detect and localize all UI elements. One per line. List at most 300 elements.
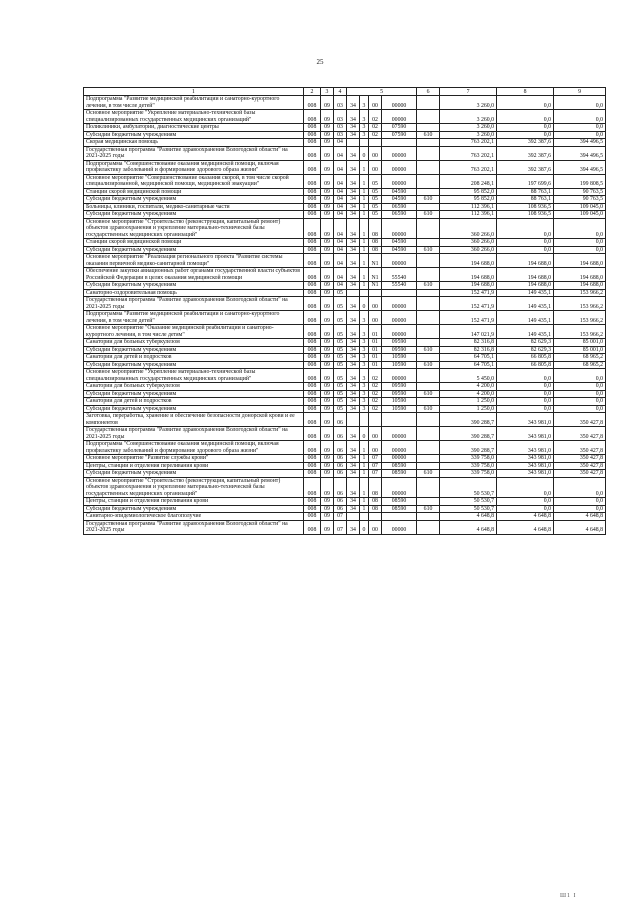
cell-sum-2022: 149 435,1 xyxy=(497,297,554,311)
cell-sum-2022: 66 805,8 xyxy=(497,354,554,362)
cell-program: 34 xyxy=(347,346,360,354)
cell-glava: 008 xyxy=(304,188,321,196)
cell-sum-2023: 194 688,0 xyxy=(554,282,606,290)
cell-sum-2023: 0,0 xyxy=(554,498,606,506)
table-row xyxy=(84,139,606,147)
cell-name: Санатории для детей и подростков xyxy=(84,354,304,362)
cell-sum-2023: 194 688,0 xyxy=(554,254,606,268)
cell-subprogram: 3 xyxy=(360,369,369,383)
cell-sum-2021: 112 396,1 xyxy=(440,211,497,219)
table-row xyxy=(84,282,606,290)
cell-direction: 04590 xyxy=(382,239,417,247)
cell-sum-2022: 0,0 xyxy=(497,383,554,391)
cell-podrazdel: 03 xyxy=(334,96,347,110)
cell-name: Субсидии бюджетным учреждениям xyxy=(84,211,304,219)
cell-razdel: 09 xyxy=(321,96,334,110)
cell-name: Поликлиники, амбулатории, диагностические центры xyxy=(84,124,304,132)
cell-program: 34 xyxy=(347,462,360,470)
header-cell: 1 xyxy=(84,88,304,96)
cell-sum-2023: 0,0 xyxy=(554,390,606,398)
cell-subprogram xyxy=(360,289,369,297)
cell-sum-2021: 4 200,0 xyxy=(440,383,497,391)
cell-direction: 04590 xyxy=(382,196,417,204)
cell-razdel: 09 xyxy=(321,520,334,534)
cell-razdel: 09 xyxy=(321,174,334,188)
cell-podrazdel: 04 xyxy=(334,282,347,290)
cell-sum-2021: 50 530,7 xyxy=(440,505,497,513)
cell-sum-2022: 194 688,0 xyxy=(497,268,554,282)
cell-name: Субсидии бюджетным учреждениям xyxy=(84,346,304,354)
cell-razdel: 09 xyxy=(321,477,334,498)
cell-vid: 610 xyxy=(417,346,440,354)
cell-glava: 008 xyxy=(304,369,321,383)
cell-razdel: 09 xyxy=(321,139,334,147)
cell-vid xyxy=(417,477,440,498)
cell-program: 34 xyxy=(347,246,360,254)
cell-sum-2022: 0,0 xyxy=(497,369,554,383)
cell-name: Центры, станции и отделения переливания крови xyxy=(84,462,304,470)
cell-measure: 07 xyxy=(369,462,382,470)
cell-direction: 06590 xyxy=(382,203,417,211)
cell-razdel: 09 xyxy=(321,289,334,297)
header-cell: 7 xyxy=(440,88,497,96)
cell-measure: 08 xyxy=(369,218,382,239)
cell-measure: 01 xyxy=(369,361,382,369)
cell-sum-2022: 88 763,1 xyxy=(497,188,554,196)
table-row xyxy=(84,470,606,478)
cell-measure: 01 xyxy=(369,346,382,354)
cell-sum-2023: 153 966,2 xyxy=(554,325,606,339)
cell-direction: 08590 xyxy=(382,462,417,470)
cell-program: 34 xyxy=(347,339,360,347)
cell-measure: 05 xyxy=(369,196,382,204)
cell-measure: 00 xyxy=(369,160,382,174)
cell-glava: 008 xyxy=(304,390,321,398)
cell-sum-2023: 0,0 xyxy=(554,398,606,406)
cell-name: Основное мероприятие "Укрепление материально-технической базы специализированных государственных медицинских организаций" xyxy=(84,110,304,124)
cell-podrazdel: 03 xyxy=(334,110,347,124)
cell-vid xyxy=(417,325,440,339)
cell-podrazdel: 05 xyxy=(334,390,347,398)
cell-sum-2021: 763 202,1 xyxy=(440,160,497,174)
cell-measure: 05 xyxy=(369,188,382,196)
cell-sum-2021: 360 266,0 xyxy=(440,239,497,247)
cell-vid xyxy=(417,139,440,147)
cell-direction: 10590 xyxy=(382,405,417,413)
cell-subprogram: 3 xyxy=(360,96,369,110)
cell-vid: 610 xyxy=(417,282,440,290)
cell-subprogram: 1 xyxy=(360,160,369,174)
cell-podrazdel: 06 xyxy=(334,505,347,513)
cell-sum-2022: 0,0 xyxy=(497,246,554,254)
cell-sum-2023: 0,0 xyxy=(554,383,606,391)
cell-vid xyxy=(417,383,440,391)
cell-vid xyxy=(417,174,440,188)
cell-podrazdel: 06 xyxy=(334,441,347,455)
cell-sum-2023: 0,0 xyxy=(554,477,606,498)
table-body xyxy=(84,88,606,535)
cell-glava: 008 xyxy=(304,361,321,369)
cell-sum-2021: 50 530,7 xyxy=(440,477,497,498)
cell-subprogram xyxy=(360,413,369,427)
cell-vid xyxy=(417,203,440,211)
cell-sum-2022: 0,0 xyxy=(497,505,554,513)
cell-direction: 00000 xyxy=(382,254,417,268)
cell-vid: 610 xyxy=(417,196,440,204)
cell-direction xyxy=(382,513,417,521)
cell-program xyxy=(347,139,360,147)
cell-glava: 008 xyxy=(304,520,321,534)
cell-razdel: 09 xyxy=(321,325,334,339)
cell-program: 34 xyxy=(347,325,360,339)
cell-sum-2023: 90 763,5 xyxy=(554,196,606,204)
cell-direction: 00000 xyxy=(382,455,417,463)
cell-measure: 07 xyxy=(369,455,382,463)
cell-subprogram: 3 xyxy=(360,354,369,362)
cell-direction: 55540 xyxy=(382,282,417,290)
cell-measure: 05 xyxy=(369,174,382,188)
cell-sum-2022: 197 699,6 xyxy=(497,174,554,188)
header-cell: 9 xyxy=(554,88,606,96)
cell-subprogram: 3 xyxy=(360,398,369,406)
cell-sum-2023: 394 496,5 xyxy=(554,146,606,160)
cell-sum-2022: 343 981,0 xyxy=(497,470,554,478)
cell-podrazdel: 05 xyxy=(334,325,347,339)
cell-program: 34 xyxy=(347,268,360,282)
cell-sum-2022: 0,0 xyxy=(497,390,554,398)
cell-sum-2021: 64 705,1 xyxy=(440,354,497,362)
cell-direction: 00000 xyxy=(382,441,417,455)
table-row xyxy=(84,254,606,268)
header-cell: 4 xyxy=(334,88,347,96)
table-row xyxy=(84,218,606,239)
cell-podrazdel: 06 xyxy=(334,477,347,498)
cell-vid xyxy=(417,289,440,297)
cell-sum-2021: 763 202,1 xyxy=(440,146,497,160)
cell-direction: 09590 xyxy=(382,339,417,347)
cell-glava: 008 xyxy=(304,131,321,139)
cell-vid xyxy=(417,239,440,247)
cell-sum-2023: 350 427,8 xyxy=(554,413,606,427)
cell-vid xyxy=(417,146,440,160)
cell-sum-2021: 194 688,0 xyxy=(440,282,497,290)
cell-sum-2022: 66 805,8 xyxy=(497,361,554,369)
cell-razdel: 09 xyxy=(321,282,334,290)
cell-subprogram: 3 xyxy=(360,339,369,347)
cell-sum-2022: 82 629,3 xyxy=(497,339,554,347)
cell-program: 34 xyxy=(347,282,360,290)
cell-name: Основное мероприятие "Совершенствование оказания скорой, в том числе скорой специализированной, медицинской помощи, медицинской эвакуации" xyxy=(84,174,304,188)
cell-name: Обеспечение закупки авиационных работ органами государственной власти субъектов Российской Федерации в целях оказания медицинской помощи xyxy=(84,268,304,282)
cell-sum-2021: 763 202,1 xyxy=(440,139,497,147)
cell-sum-2023: 4 648,8 xyxy=(554,513,606,521)
cell-vid xyxy=(417,413,440,427)
cell-sum-2023: 85 001,0 xyxy=(554,346,606,354)
cell-direction: 07590 xyxy=(382,124,417,132)
table-row xyxy=(84,405,606,413)
cell-subprogram: 3 xyxy=(360,383,369,391)
cell-glava: 008 xyxy=(304,325,321,339)
cell-razdel: 09 xyxy=(321,131,334,139)
cell-direction xyxy=(382,289,417,297)
cell-podrazdel: 04 xyxy=(334,196,347,204)
cell-subprogram: 1 xyxy=(360,470,369,478)
cell-podrazdel: 05 xyxy=(334,383,347,391)
table-row xyxy=(84,513,606,521)
table-row xyxy=(84,455,606,463)
cell-sum-2023: 0,0 xyxy=(554,369,606,383)
cell-glava: 008 xyxy=(304,513,321,521)
cell-sum-2023: 109 045,0 xyxy=(554,203,606,211)
cell-name: Подпрограмма "Развитие медицинской реабилитации и санаторно-курортного лечения, в том числе детей" xyxy=(84,96,304,110)
cell-razdel: 09 xyxy=(321,470,334,478)
header-cell: 2 xyxy=(304,88,321,96)
cell-subprogram: 1 xyxy=(360,203,369,211)
cell-vid xyxy=(417,520,440,534)
cell-sum-2022: 149 435,1 xyxy=(497,311,554,325)
cell-name: Государственная программа "Развитие здравоохранения Вологодской области" на 2021-2025 годы xyxy=(84,297,304,311)
cell-vid xyxy=(417,188,440,196)
cell-vid xyxy=(417,160,440,174)
cell-sum-2023: 68 965,2 xyxy=(554,361,606,369)
cell-direction: 00000 xyxy=(382,218,417,239)
cell-subprogram: 3 xyxy=(360,110,369,124)
cell-subprogram: 3 xyxy=(360,131,369,139)
cell-subprogram: 1 xyxy=(360,505,369,513)
cell-glava: 008 xyxy=(304,427,321,441)
table-row xyxy=(84,146,606,160)
cell-name: Санатории для детей и подростков xyxy=(84,398,304,406)
cell-sum-2021: 95 852,0 xyxy=(440,196,497,204)
cell-measure: 02 xyxy=(369,405,382,413)
cell-program: 34 xyxy=(347,254,360,268)
cell-sum-2022: 0,0 xyxy=(497,398,554,406)
cell-podrazdel: 05 xyxy=(334,405,347,413)
cell-podrazdel: 05 xyxy=(334,346,347,354)
cell-sum-2022: 108 936,5 xyxy=(497,203,554,211)
cell-subprogram: 0 xyxy=(360,427,369,441)
cell-measure: 00 xyxy=(369,146,382,160)
table-row xyxy=(84,289,606,297)
cell-sum-2023: 153 966,2 xyxy=(554,289,606,297)
cell-measure: 01 xyxy=(369,354,382,362)
cell-measure: 02 xyxy=(369,390,382,398)
cell-name: Скорая медицинская помощь xyxy=(84,139,304,147)
cell-razdel: 09 xyxy=(321,354,334,362)
cell-direction: 00000 xyxy=(382,477,417,498)
cell-glava: 008 xyxy=(304,282,321,290)
cell-program: 34 xyxy=(347,470,360,478)
cell-sum-2021: 339 758,0 xyxy=(440,470,497,478)
cell-sum-2021: 208 248,1 xyxy=(440,174,497,188)
cell-sum-2021: 3 260,0 xyxy=(440,110,497,124)
cell-measure: 02 xyxy=(369,369,382,383)
table-row xyxy=(84,346,606,354)
cell-vid xyxy=(417,427,440,441)
cell-sum-2023: 350 427,8 xyxy=(554,455,606,463)
cell-sum-2022: 88 763,1 xyxy=(497,196,554,204)
cell-glava: 008 xyxy=(304,455,321,463)
cell-subprogram: 1 xyxy=(360,239,369,247)
cell-podrazdel: 05 xyxy=(334,311,347,325)
cell-sum-2022: 392 387,6 xyxy=(497,160,554,174)
table-row xyxy=(84,383,606,391)
cell-podrazdel: 04 xyxy=(334,188,347,196)
cell-sum-2021: 147 021,9 xyxy=(440,325,497,339)
cell-sum-2022: 108 936,5 xyxy=(497,211,554,219)
cell-direction xyxy=(382,139,417,147)
table-row xyxy=(84,398,606,406)
cell-direction: 09590 xyxy=(382,346,417,354)
cell-razdel: 09 xyxy=(321,311,334,325)
table-row xyxy=(84,211,606,219)
cell-glava: 008 xyxy=(304,146,321,160)
cell-measure xyxy=(369,139,382,147)
cell-podrazdel: 03 xyxy=(334,124,347,132)
cell-podrazdel: 07 xyxy=(334,520,347,534)
cell-vid xyxy=(417,124,440,132)
cell-direction: 00000 xyxy=(382,160,417,174)
cell-name: Основное мероприятие "Строительство (реконструкция, капитальный ремонт) объектов здравоохранения и укрепление материально-технической базы государственных медицинских организаций" xyxy=(84,477,304,498)
table-row xyxy=(84,369,606,383)
cell-razdel: 09 xyxy=(321,369,334,383)
cell-direction: 08590 xyxy=(382,470,417,478)
cell-program xyxy=(347,289,360,297)
cell-program: 34 xyxy=(347,211,360,219)
page-number: 25 xyxy=(316,58,324,66)
cell-direction: 07590 xyxy=(382,131,417,139)
cell-measure: 00 xyxy=(369,311,382,325)
cell-sum-2023: 350 427,8 xyxy=(554,427,606,441)
table-row xyxy=(84,390,606,398)
cell-razdel: 09 xyxy=(321,513,334,521)
cell-direction: 00000 xyxy=(382,369,417,383)
cell-podrazdel: 04 xyxy=(334,211,347,219)
cell-subprogram: 1 xyxy=(360,282,369,290)
cell-direction: 00000 xyxy=(382,174,417,188)
cell-sum-2023: 153 966,2 xyxy=(554,311,606,325)
cell-razdel: 09 xyxy=(321,346,334,354)
cell-name: Субсидии бюджетным учреждениям xyxy=(84,361,304,369)
cell-glava: 008 xyxy=(304,297,321,311)
cell-subprogram: 1 xyxy=(360,246,369,254)
cell-program: 34 xyxy=(347,354,360,362)
cell-name: Основное мероприятие "Оказание медицинской реабилитации и санаторно-курортного лечения, в том числе детям" xyxy=(84,325,304,339)
cell-vid xyxy=(417,110,440,124)
cell-program: 34 xyxy=(347,383,360,391)
cell-vid: 610 xyxy=(417,405,440,413)
cell-program: 34 xyxy=(347,390,360,398)
cell-measure: 00 xyxy=(369,441,382,455)
cell-razdel: 09 xyxy=(321,413,334,427)
cell-direction: 00000 xyxy=(382,146,417,160)
cell-sum-2023: 199 808,5 xyxy=(554,174,606,188)
cell-name: Субсидии бюджетным учреждениям xyxy=(84,390,304,398)
cell-program: 34 xyxy=(347,498,360,506)
cell-subprogram: 1 xyxy=(360,268,369,282)
cell-program: 34 xyxy=(347,520,360,534)
cell-podrazdel: 04 xyxy=(334,203,347,211)
cell-subprogram: 1 xyxy=(360,254,369,268)
cell-podrazdel: 04 xyxy=(334,268,347,282)
cell-podrazdel: 06 xyxy=(334,470,347,478)
cell-name: Центры, станции и отделения переливания крови xyxy=(84,498,304,506)
cell-subprogram: 3 xyxy=(360,346,369,354)
cell-sum-2023: 350 427,8 xyxy=(554,462,606,470)
cell-name: Субсидии бюджетным учреждениям xyxy=(84,470,304,478)
cell-sum-2022: 194 688,0 xyxy=(497,254,554,268)
table-row xyxy=(84,124,606,132)
cell-sum-2022: 343 981,0 xyxy=(497,427,554,441)
cell-program: 34 xyxy=(347,174,360,188)
cell-program: 34 xyxy=(347,131,360,139)
cell-sum-2021: 390 288,7 xyxy=(440,413,497,427)
cell-subprogram: 3 xyxy=(360,390,369,398)
cell-subprogram: 0 xyxy=(360,520,369,534)
header-cell: 5 xyxy=(347,88,417,96)
cell-sum-2021: 152 471,9 xyxy=(440,311,497,325)
cell-vid: 610 xyxy=(417,361,440,369)
cell-program: 34 xyxy=(347,146,360,160)
cell-program: 34 xyxy=(347,505,360,513)
cell-vid xyxy=(417,455,440,463)
cell-glava: 008 xyxy=(304,139,321,147)
cell-sum-2022: 149 435,1 xyxy=(497,289,554,297)
cell-measure: 00 xyxy=(369,96,382,110)
cell-direction: 04590 xyxy=(382,246,417,254)
cell-sum-2022: 392 387,6 xyxy=(497,146,554,160)
cell-razdel: 09 xyxy=(321,188,334,196)
cell-direction: 00000 xyxy=(382,427,417,441)
cell-sum-2022: 0,0 xyxy=(497,110,554,124)
cell-razdel: 09 xyxy=(321,339,334,347)
cell-sum-2023: 85 001,0 xyxy=(554,339,606,347)
cell-subprogram xyxy=(360,139,369,147)
table-row xyxy=(84,361,606,369)
cell-glava: 008 xyxy=(304,239,321,247)
cell-subprogram: 1 xyxy=(360,455,369,463)
table-row xyxy=(84,174,606,188)
table-row xyxy=(84,246,606,254)
cell-vid: 610 xyxy=(417,246,440,254)
cell-sum-2023: 90 763,5 xyxy=(554,188,606,196)
cell-measure: 00 xyxy=(369,427,382,441)
table-row xyxy=(84,462,606,470)
cell-razdel: 09 xyxy=(321,124,334,132)
cell-direction: 09590 xyxy=(382,390,417,398)
cell-measure: 00 xyxy=(369,297,382,311)
cell-podrazdel: 04 xyxy=(334,139,347,147)
cell-measure: 08 xyxy=(369,498,382,506)
cell-measure: N1 xyxy=(369,268,382,282)
table-row xyxy=(84,498,606,506)
cell-razdel: 09 xyxy=(321,146,334,160)
cell-vid xyxy=(417,462,440,470)
cell-name: Субсидии бюджетным учреждениям xyxy=(84,505,304,513)
cell-glava: 008 xyxy=(304,96,321,110)
cell-vid: 610 xyxy=(417,211,440,219)
cell-name: Станции скорой медицинской помощи xyxy=(84,239,304,247)
cell-vid xyxy=(417,513,440,521)
cell-sum-2022: 0,0 xyxy=(497,131,554,139)
cell-sum-2021: 4 648,8 xyxy=(440,513,497,521)
cell-sum-2021: 4 200,0 xyxy=(440,390,497,398)
cell-subprogram: 3 xyxy=(360,405,369,413)
cell-sum-2022: 0,0 xyxy=(497,218,554,239)
header-row xyxy=(84,88,606,96)
cell-measure xyxy=(369,413,382,427)
cell-sum-2023: 0,0 xyxy=(554,96,606,110)
